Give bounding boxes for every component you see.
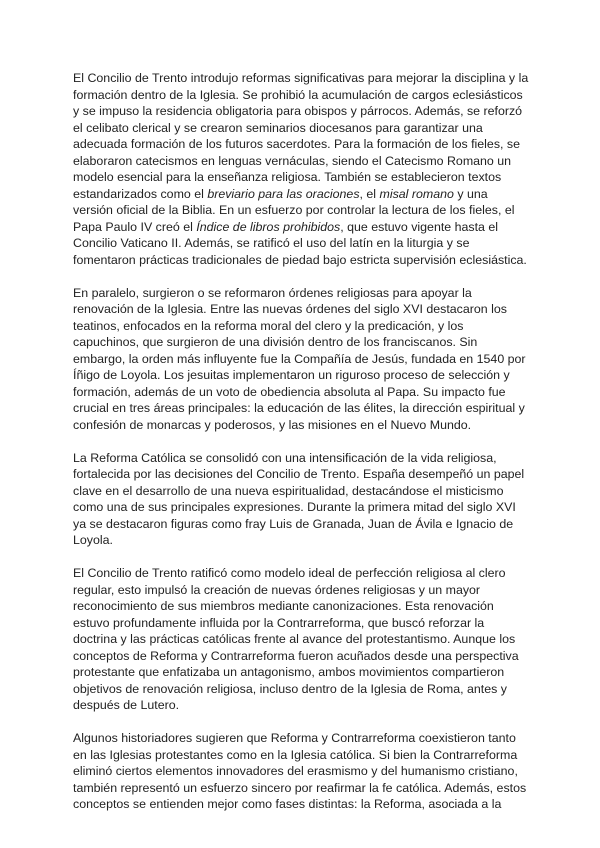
text-run: Algunos historiadores sugieren que Reforma y Contrarreforma coexistieron tanto en las Iglesias protestantes como en la Iglesia católica. Si bien la Contrarreforma eliminó ciertos elementos innovadores del erasmismo y del humanismo cristiano, también representó un esfuerzo sincero por reafirmar la fe católica. Además, estos conceptos se entienden mejor como fases distintas: la Reforma, asociada a la [73, 731, 527, 811]
paragraph-historiadores [73, 730, 531, 813]
paragraph-ordenes-religiosas [73, 285, 531, 434]
text-run: El Concilio de Trento ratificó como modelo ideal de perfección religiosa al clero regular, esto impulsó la creación de nuevas órdenes religiosas y un mayor reconocimiento de sus miembros mediante canonizaciones. Esta renovación estuvo profundamente influida por la Contrarreforma, que buscó reforzar la doctrina y las prácticas católicas frente al avance del protestantismo. Aunque los conceptos de Reforma y Contrarreforma fueron acuñados desde una perspectiva protestante que enfatizaba un antagonismo, ambos movimientos compartieron objetivos de renovación religiosa, incluso dentro de la Iglesia de Roma, antes y después de Lutero. [73, 566, 519, 712]
text-run: En paralelo, surgieron o se reformaron órdenes religiosas para apoyar la renovación de la Iglesia. Entre las nuevas órdenes del siglo XVI destacaron los teatinos, enfocados en la reforma moral del clero y la predicación, y los capuchinos, que surgieron de una división dentro de los franciscanos. Sin embargo, la orden más influyente fue la Compañía de Jesús, fundada en 1540 por Íñigo de Loyola. Los jesuitas implementaron un riguroso proceso de selección y formación, además de un voto de obediencia absoluta al Papa. Su impacto fue crucial en tres áreas principales: la educación de las élites, la dirección espiritual y confesión de monarcas y poderosos, y las misiones en el Nuevo Mundo. [73, 285, 526, 432]
paragraph-clero-regular [73, 565, 531, 714]
document-body [73, 70, 531, 829]
text-run: La Reforma Católica se consolidó con una intensificación de la vida religiosa, fortalecida por las decisiones del Concilio de Trento. España desempeñó un papel clave en el desarrollo de una nueva espiritualidad, destacándose el misticismo como una de sus principales expresiones. Durante la primera mitad del siglo XVI ya se destacaron figuras como fray Luis de Granada, Juan de Ávila e Ignacio de Loyola. [73, 450, 525, 547]
text-run: , que estuvo vigente hasta el Concilio Vaticano II. Además, se ratificó el uso del latín en la liturgia y se fomentaron prácticas tradicionales de piedad bajo estricta supervisión eclesiástica. [73, 219, 527, 267]
text-run: , el [359, 186, 380, 201]
text-run: y una versión oficial de la Biblia. En un esfuerzo por controlar la lectura de los fieles, el Papa Paulo IV creó el [73, 186, 515, 234]
paragraph-trento-reformas [73, 70, 531, 268]
paragraph-reforma-catolica [73, 450, 531, 549]
italic-text-breviario: breviario para las oraciones [207, 186, 360, 201]
italic-text-misal: misal romano [379, 186, 454, 201]
text-run: El Concilio de Trento introdujo reformas significativas para mejorar la disciplina y la formación dentro de la Iglesia. Se prohibió la acumulación de cargos eclesiásticos y se impuso la residencia obligatoria para obispos y párrocos. Además, se reforzó el celibato clerical y se crearon seminarios diocesanos para garantizar una adecuada formación de los futuros sacerdotes. Para la formación de los fieles, se elaboraron catecismos en lenguas vernáculas, siendo el Catecismo Romano un modelo esencial para la enseñanza religiosa. También se establecieron textos estandarizados como el [73, 71, 529, 201]
italic-text-indice: Índice de libros prohibidos [196, 219, 341, 234]
